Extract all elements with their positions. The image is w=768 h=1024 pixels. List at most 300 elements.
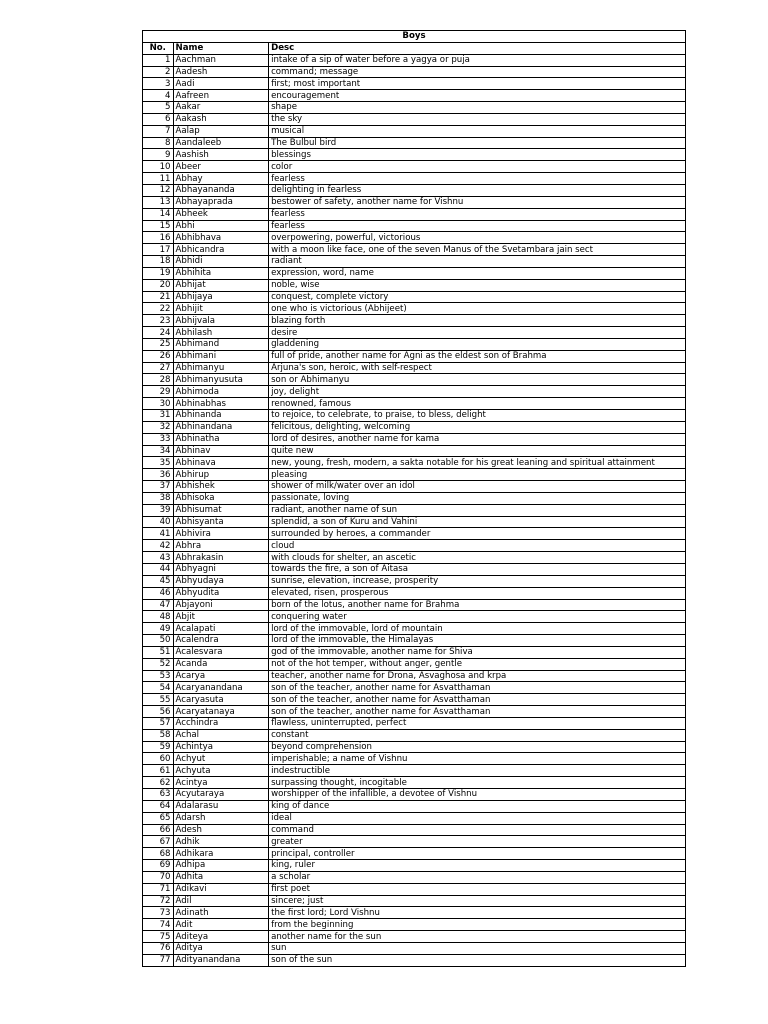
cell-no: 36 <box>143 469 174 481</box>
cell-name: Adinath <box>173 907 269 919</box>
cell-name: Abhinanda <box>173 410 269 422</box>
table-row <box>143 386 686 398</box>
cell-name: Aadesh <box>173 66 269 78</box>
cell-no: 15 <box>143 220 174 232</box>
cell-no: 73 <box>143 907 174 919</box>
cell-desc: king, ruler <box>269 860 686 872</box>
cell-desc: born of the lotus, another name for Brahma <box>269 599 686 611</box>
table-row <box>143 303 686 315</box>
cell-name: Abhirup <box>173 469 269 481</box>
table-row <box>143 954 686 966</box>
cell-desc: blazing forth <box>269 315 686 327</box>
cell-name: Abjayoni <box>173 599 269 611</box>
cell-name: Acchindra <box>173 717 269 729</box>
cell-name: Adikavi <box>173 883 269 895</box>
cell-no: 1 <box>143 54 174 66</box>
cell-desc: expression, word, name <box>269 267 686 279</box>
cell-no: 34 <box>143 445 174 457</box>
cell-name: Abhisumat <box>173 504 269 516</box>
table-body <box>143 54 686 966</box>
table-row <box>143 469 686 481</box>
table-row <box>143 812 686 824</box>
table-row <box>143 232 686 244</box>
cell-no: 76 <box>143 942 174 954</box>
cell-no: 63 <box>143 789 174 801</box>
title-row <box>143 31 686 43</box>
cell-no: 67 <box>143 836 174 848</box>
table-row <box>143 374 686 386</box>
cell-no: 55 <box>143 694 174 706</box>
table-row <box>143 753 686 765</box>
cell-name: Adesh <box>173 824 269 836</box>
cell-desc: son of the teacher, another name for Asvatthaman <box>269 706 686 718</box>
cell-no: 72 <box>143 895 174 907</box>
cell-desc: with clouds for shelter, an ascetic <box>269 552 686 564</box>
cell-no: 48 <box>143 611 174 623</box>
table-row <box>143 824 686 836</box>
cell-desc: cloud <box>269 540 686 552</box>
cell-desc: desire <box>269 327 686 339</box>
cell-desc: shower of milk/water over an idol <box>269 481 686 493</box>
cell-no: 70 <box>143 871 174 883</box>
cell-name: Achyuta <box>173 765 269 777</box>
cell-no: 10 <box>143 161 174 173</box>
cell-no: 25 <box>143 338 174 350</box>
cell-name: Abhimand <box>173 338 269 350</box>
cell-name: Abheek <box>173 208 269 220</box>
table-row <box>143 457 686 469</box>
cell-no: 40 <box>143 516 174 528</box>
cell-name: Abhilash <box>173 327 269 339</box>
cell-desc: command; message <box>269 66 686 78</box>
cell-no: 28 <box>143 374 174 386</box>
cell-no: 37 <box>143 481 174 493</box>
table-row <box>143 208 686 220</box>
cell-desc: elevated, risen, prosperous <box>269 587 686 599</box>
cell-name: Aalap <box>173 125 269 137</box>
cell-desc: radiant <box>269 256 686 268</box>
table-row <box>143 102 686 114</box>
cell-desc: noble, wise <box>269 279 686 291</box>
cell-desc: full of pride, another name for Agni as the eldest son of Brahma <box>269 350 686 362</box>
cell-no: 11 <box>143 173 174 185</box>
cell-name: Achyut <box>173 753 269 765</box>
cell-desc: sun <box>269 942 686 954</box>
cell-no: 46 <box>143 587 174 599</box>
cell-desc: with a moon like face, one of the seven Manus of the Svetambara jain sect <box>269 244 686 256</box>
cell-name: Abhishek <box>173 481 269 493</box>
table-row <box>143 220 686 232</box>
cell-desc: sunrise, elevation, increase, prosperity <box>269 575 686 587</box>
cell-name: Adhita <box>173 871 269 883</box>
cell-name: Abhivira <box>173 528 269 540</box>
cell-desc: conquest, complete victory <box>269 291 686 303</box>
header-row <box>143 42 686 54</box>
table-row <box>143 173 686 185</box>
cell-name: Abhay <box>173 173 269 185</box>
cell-no: 71 <box>143 883 174 895</box>
table-row <box>143 623 686 635</box>
table-row <box>143 540 686 552</box>
cell-name: Abhyudaya <box>173 575 269 587</box>
cell-desc: son of the sun <box>269 954 686 966</box>
cell-desc: The Bulbul bird <box>269 137 686 149</box>
cell-name: Achintya <box>173 741 269 753</box>
cell-no: 18 <box>143 256 174 268</box>
cell-desc: surrounded by heroes, a commander <box>269 528 686 540</box>
cell-no: 19 <box>143 267 174 279</box>
table-row <box>143 315 686 327</box>
cell-desc: color <box>269 161 686 173</box>
cell-desc: son of the teacher, another name for Asvatthaman <box>269 682 686 694</box>
cell-name: Abhyudita <box>173 587 269 599</box>
cell-name: Abeer <box>173 161 269 173</box>
cell-name: Abhidi <box>173 256 269 268</box>
cell-name: Aakar <box>173 102 269 114</box>
cell-name: Abhinabhas <box>173 398 269 410</box>
cell-name: Aakash <box>173 113 269 125</box>
cell-no: 62 <box>143 777 174 789</box>
table-row <box>143 267 686 279</box>
cell-name: Acyutaraya <box>173 789 269 801</box>
cell-desc: fearless <box>269 208 686 220</box>
cell-desc: one who is victorious (Abhijeet) <box>269 303 686 315</box>
cell-desc: first; most important <box>269 78 686 90</box>
cell-desc: splendid, a son of Kuru and Vahini <box>269 516 686 528</box>
cell-name: Abhijvala <box>173 315 269 327</box>
cell-desc: quite new <box>269 445 686 457</box>
cell-no: 38 <box>143 492 174 504</box>
cell-desc: to rejoice, to celebrate, to praise, to bless, delight <box>269 410 686 422</box>
cell-name: Adhik <box>173 836 269 848</box>
table-row <box>143 860 686 872</box>
cell-name: Achal <box>173 729 269 741</box>
table-row <box>143 244 686 256</box>
table-row <box>143 196 686 208</box>
cell-desc: indestructible <box>269 765 686 777</box>
table-row <box>143 706 686 718</box>
table-row <box>143 848 686 860</box>
table-row <box>143 421 686 433</box>
column-header-desc: Desc <box>269 42 686 54</box>
table-row <box>143 552 686 564</box>
cell-no: 5 <box>143 102 174 114</box>
cell-no: 43 <box>143 552 174 564</box>
cell-desc: principal, controller <box>269 848 686 860</box>
cell-no: 75 <box>143 931 174 943</box>
table-row <box>143 836 686 848</box>
cell-no: 59 <box>143 741 174 753</box>
cell-desc: son of the teacher, another name for Asvatthaman <box>269 694 686 706</box>
cell-no: 41 <box>143 528 174 540</box>
cell-name: Abhra <box>173 540 269 552</box>
cell-name: Adityanandana <box>173 954 269 966</box>
cell-desc: radiant, another name of sun <box>269 504 686 516</box>
cell-desc: the sky <box>269 113 686 125</box>
cell-no: 74 <box>143 919 174 931</box>
table-row <box>143 78 686 90</box>
cell-desc: lord of desires, another name for kama <box>269 433 686 445</box>
cell-name: Aafreen <box>173 90 269 102</box>
table-row <box>143 516 686 528</box>
cell-no: 44 <box>143 563 174 575</box>
cell-desc: the first lord; Lord Vishnu <box>269 907 686 919</box>
cell-desc: beyond comprehension <box>269 741 686 753</box>
table-row <box>143 919 686 931</box>
cell-no: 8 <box>143 137 174 149</box>
cell-no: 13 <box>143 196 174 208</box>
table-row <box>143 895 686 907</box>
cell-name: Abhinatha <box>173 433 269 445</box>
cell-desc: king of dance <box>269 800 686 812</box>
column-header-name: Name <box>173 42 269 54</box>
cell-name: Adarsh <box>173 812 269 824</box>
table-row <box>143 149 686 161</box>
cell-no: 54 <box>143 682 174 694</box>
names-table <box>142 30 686 967</box>
cell-name: Abhibhava <box>173 232 269 244</box>
table-row <box>143 942 686 954</box>
cell-desc: god of the immovable, another name for Shiva <box>269 646 686 658</box>
cell-no: 61 <box>143 765 174 777</box>
table-row <box>143 125 686 137</box>
cell-desc: command <box>269 824 686 836</box>
cell-no: 17 <box>143 244 174 256</box>
cell-name: Aandaleeb <box>173 137 269 149</box>
cell-name: Abhijat <box>173 279 269 291</box>
table-row <box>143 338 686 350</box>
table-row <box>143 433 686 445</box>
cell-desc: intake of a sip of water before a yagya or puja <box>269 54 686 66</box>
table-row <box>143 256 686 268</box>
cell-no: 60 <box>143 753 174 765</box>
cell-name: Acalesvara <box>173 646 269 658</box>
cell-no: 45 <box>143 575 174 587</box>
table-row <box>143 611 686 623</box>
table-row <box>143 113 686 125</box>
cell-desc: lord of the immovable, lord of mountain <box>269 623 686 635</box>
table-row <box>143 279 686 291</box>
cell-name: Acaryanandana <box>173 682 269 694</box>
cell-no: 66 <box>143 824 174 836</box>
cell-name: Abhisyanta <box>173 516 269 528</box>
cell-no: 57 <box>143 717 174 729</box>
cell-no: 27 <box>143 362 174 374</box>
cell-desc: another name for the sun <box>269 931 686 943</box>
table-row <box>143 161 686 173</box>
cell-no: 68 <box>143 848 174 860</box>
cell-no: 29 <box>143 386 174 398</box>
cell-no: 9 <box>143 149 174 161</box>
cell-no: 65 <box>143 812 174 824</box>
cell-no: 7 <box>143 125 174 137</box>
cell-no: 32 <box>143 421 174 433</box>
cell-name: Abhijit <box>173 303 269 315</box>
cell-desc: joy, delight <box>269 386 686 398</box>
cell-desc: musical <box>269 125 686 137</box>
table-row <box>143 291 686 303</box>
cell-name: Abhrakasin <box>173 552 269 564</box>
table-row <box>143 327 686 339</box>
cell-desc: Arjuna's son, heroic, with self-respect <box>269 362 686 374</box>
cell-desc: shape <box>269 102 686 114</box>
table-row <box>143 670 686 682</box>
cell-desc: constant <box>269 729 686 741</box>
cell-name: Aditya <box>173 942 269 954</box>
cell-no: 49 <box>143 623 174 635</box>
cell-no: 21 <box>143 291 174 303</box>
cell-name: Aditeya <box>173 931 269 943</box>
table-row <box>143 137 686 149</box>
cell-name: Abhijaya <box>173 291 269 303</box>
table-row <box>143 445 686 457</box>
cell-desc: ideal <box>269 812 686 824</box>
table-row <box>143 66 686 78</box>
cell-no: 52 <box>143 658 174 670</box>
cell-desc: towards the fire, a son of Aitasa <box>269 563 686 575</box>
table-row <box>143 481 686 493</box>
column-header-no: No. <box>143 42 174 54</box>
cell-name: Abhisoka <box>173 492 269 504</box>
table-row <box>143 587 686 599</box>
cell-name: Abhimanyu <box>173 362 269 374</box>
cell-name: Aashish <box>173 149 269 161</box>
cell-desc: sincere; just <box>269 895 686 907</box>
table-row <box>143 528 686 540</box>
cell-no: 3 <box>143 78 174 90</box>
cell-no: 33 <box>143 433 174 445</box>
cell-name: Acalendra <box>173 635 269 647</box>
cell-desc: flawless, uninterrupted, perfect <box>269 717 686 729</box>
cell-desc: passionate, loving <box>269 492 686 504</box>
cell-name: Abhimanyusuta <box>173 374 269 386</box>
cell-name: Abhayaprada <box>173 196 269 208</box>
cell-no: 39 <box>143 504 174 516</box>
cell-no: 22 <box>143 303 174 315</box>
cell-name: Abjit <box>173 611 269 623</box>
cell-name: Abhimani <box>173 350 269 362</box>
cell-desc: teacher, another name for Drona, Asvaghosa and krpa <box>269 670 686 682</box>
cell-desc: new, young, fresh, modern, a sakta notable for his great leaning and spiritual attainment <box>269 457 686 469</box>
cell-name: Abhinava <box>173 457 269 469</box>
cell-no: 58 <box>143 729 174 741</box>
cell-name: Adit <box>173 919 269 931</box>
table-title: Boys <box>143 31 686 43</box>
cell-desc: from the beginning <box>269 919 686 931</box>
table-row <box>143 658 686 670</box>
table-row <box>143 350 686 362</box>
table-row <box>143 871 686 883</box>
cell-desc: surpassing thought, incogitable <box>269 777 686 789</box>
cell-no: 2 <box>143 66 174 78</box>
cell-desc: imperishable; a name of Vishnu <box>269 753 686 765</box>
cell-desc: first poet <box>269 883 686 895</box>
cell-name: Adil <box>173 895 269 907</box>
cell-desc: worshipper of the infallible, a devotee of Vishnu <box>269 789 686 801</box>
table-row <box>143 599 686 611</box>
table-row <box>143 789 686 801</box>
cell-name: Acaryatanaya <box>173 706 269 718</box>
cell-no: 77 <box>143 954 174 966</box>
cell-desc: pleasing <box>269 469 686 481</box>
cell-desc: not of the hot temper, without anger, gentle <box>269 658 686 670</box>
cell-no: 26 <box>143 350 174 362</box>
table-row <box>143 184 686 196</box>
table-row <box>143 717 686 729</box>
table-row <box>143 362 686 374</box>
cell-name: Aachman <box>173 54 269 66</box>
cell-no: 35 <box>143 457 174 469</box>
cell-no: 6 <box>143 113 174 125</box>
table-row <box>143 931 686 943</box>
table-row <box>143 907 686 919</box>
cell-name: Adhikara <box>173 848 269 860</box>
cell-name: Abhihita <box>173 267 269 279</box>
cell-desc: a scholar <box>269 871 686 883</box>
table-row <box>143 741 686 753</box>
cell-no: 4 <box>143 90 174 102</box>
cell-desc: blessings <box>269 149 686 161</box>
cell-desc: gladdening <box>269 338 686 350</box>
cell-name: Acanda <box>173 658 269 670</box>
cell-no: 53 <box>143 670 174 682</box>
cell-desc: encouragement <box>269 90 686 102</box>
table-row <box>143 646 686 658</box>
cell-no: 56 <box>143 706 174 718</box>
cell-name: Abhimoda <box>173 386 269 398</box>
cell-name: Acarya <box>173 670 269 682</box>
cell-no: 30 <box>143 398 174 410</box>
cell-name: Aadi <box>173 78 269 90</box>
table-row <box>143 54 686 66</box>
cell-name: Abhi <box>173 220 269 232</box>
table-row <box>143 492 686 504</box>
table-row <box>143 410 686 422</box>
cell-name: Acintya <box>173 777 269 789</box>
cell-desc: overpowering, powerful, victorious <box>269 232 686 244</box>
cell-desc: lord of the immovable, the Himalayas <box>269 635 686 647</box>
cell-no: 64 <box>143 800 174 812</box>
cell-name: Acalapati <box>173 623 269 635</box>
cell-desc: conquering water <box>269 611 686 623</box>
table-row <box>143 800 686 812</box>
cell-name: Abhayananda <box>173 184 269 196</box>
cell-no: 31 <box>143 410 174 422</box>
table-row <box>143 563 686 575</box>
cell-desc: greater <box>269 836 686 848</box>
cell-no: 14 <box>143 208 174 220</box>
cell-desc: delighting in fearless <box>269 184 686 196</box>
cell-no: 69 <box>143 860 174 872</box>
table-row <box>143 777 686 789</box>
cell-name: Adalarasu <box>173 800 269 812</box>
cell-no: 16 <box>143 232 174 244</box>
table-row <box>143 398 686 410</box>
cell-no: 47 <box>143 599 174 611</box>
cell-no: 51 <box>143 646 174 658</box>
cell-no: 12 <box>143 184 174 196</box>
table-row <box>143 90 686 102</box>
cell-name: Acaryasuta <box>173 694 269 706</box>
cell-desc: bestower of safety, another name for Vishnu <box>269 196 686 208</box>
cell-no: 20 <box>143 279 174 291</box>
cell-no: 50 <box>143 635 174 647</box>
cell-desc: fearless <box>269 220 686 232</box>
table-row <box>143 883 686 895</box>
table-row <box>143 765 686 777</box>
cell-name: Abhicandra <box>173 244 269 256</box>
cell-name: Adhipa <box>173 860 269 872</box>
